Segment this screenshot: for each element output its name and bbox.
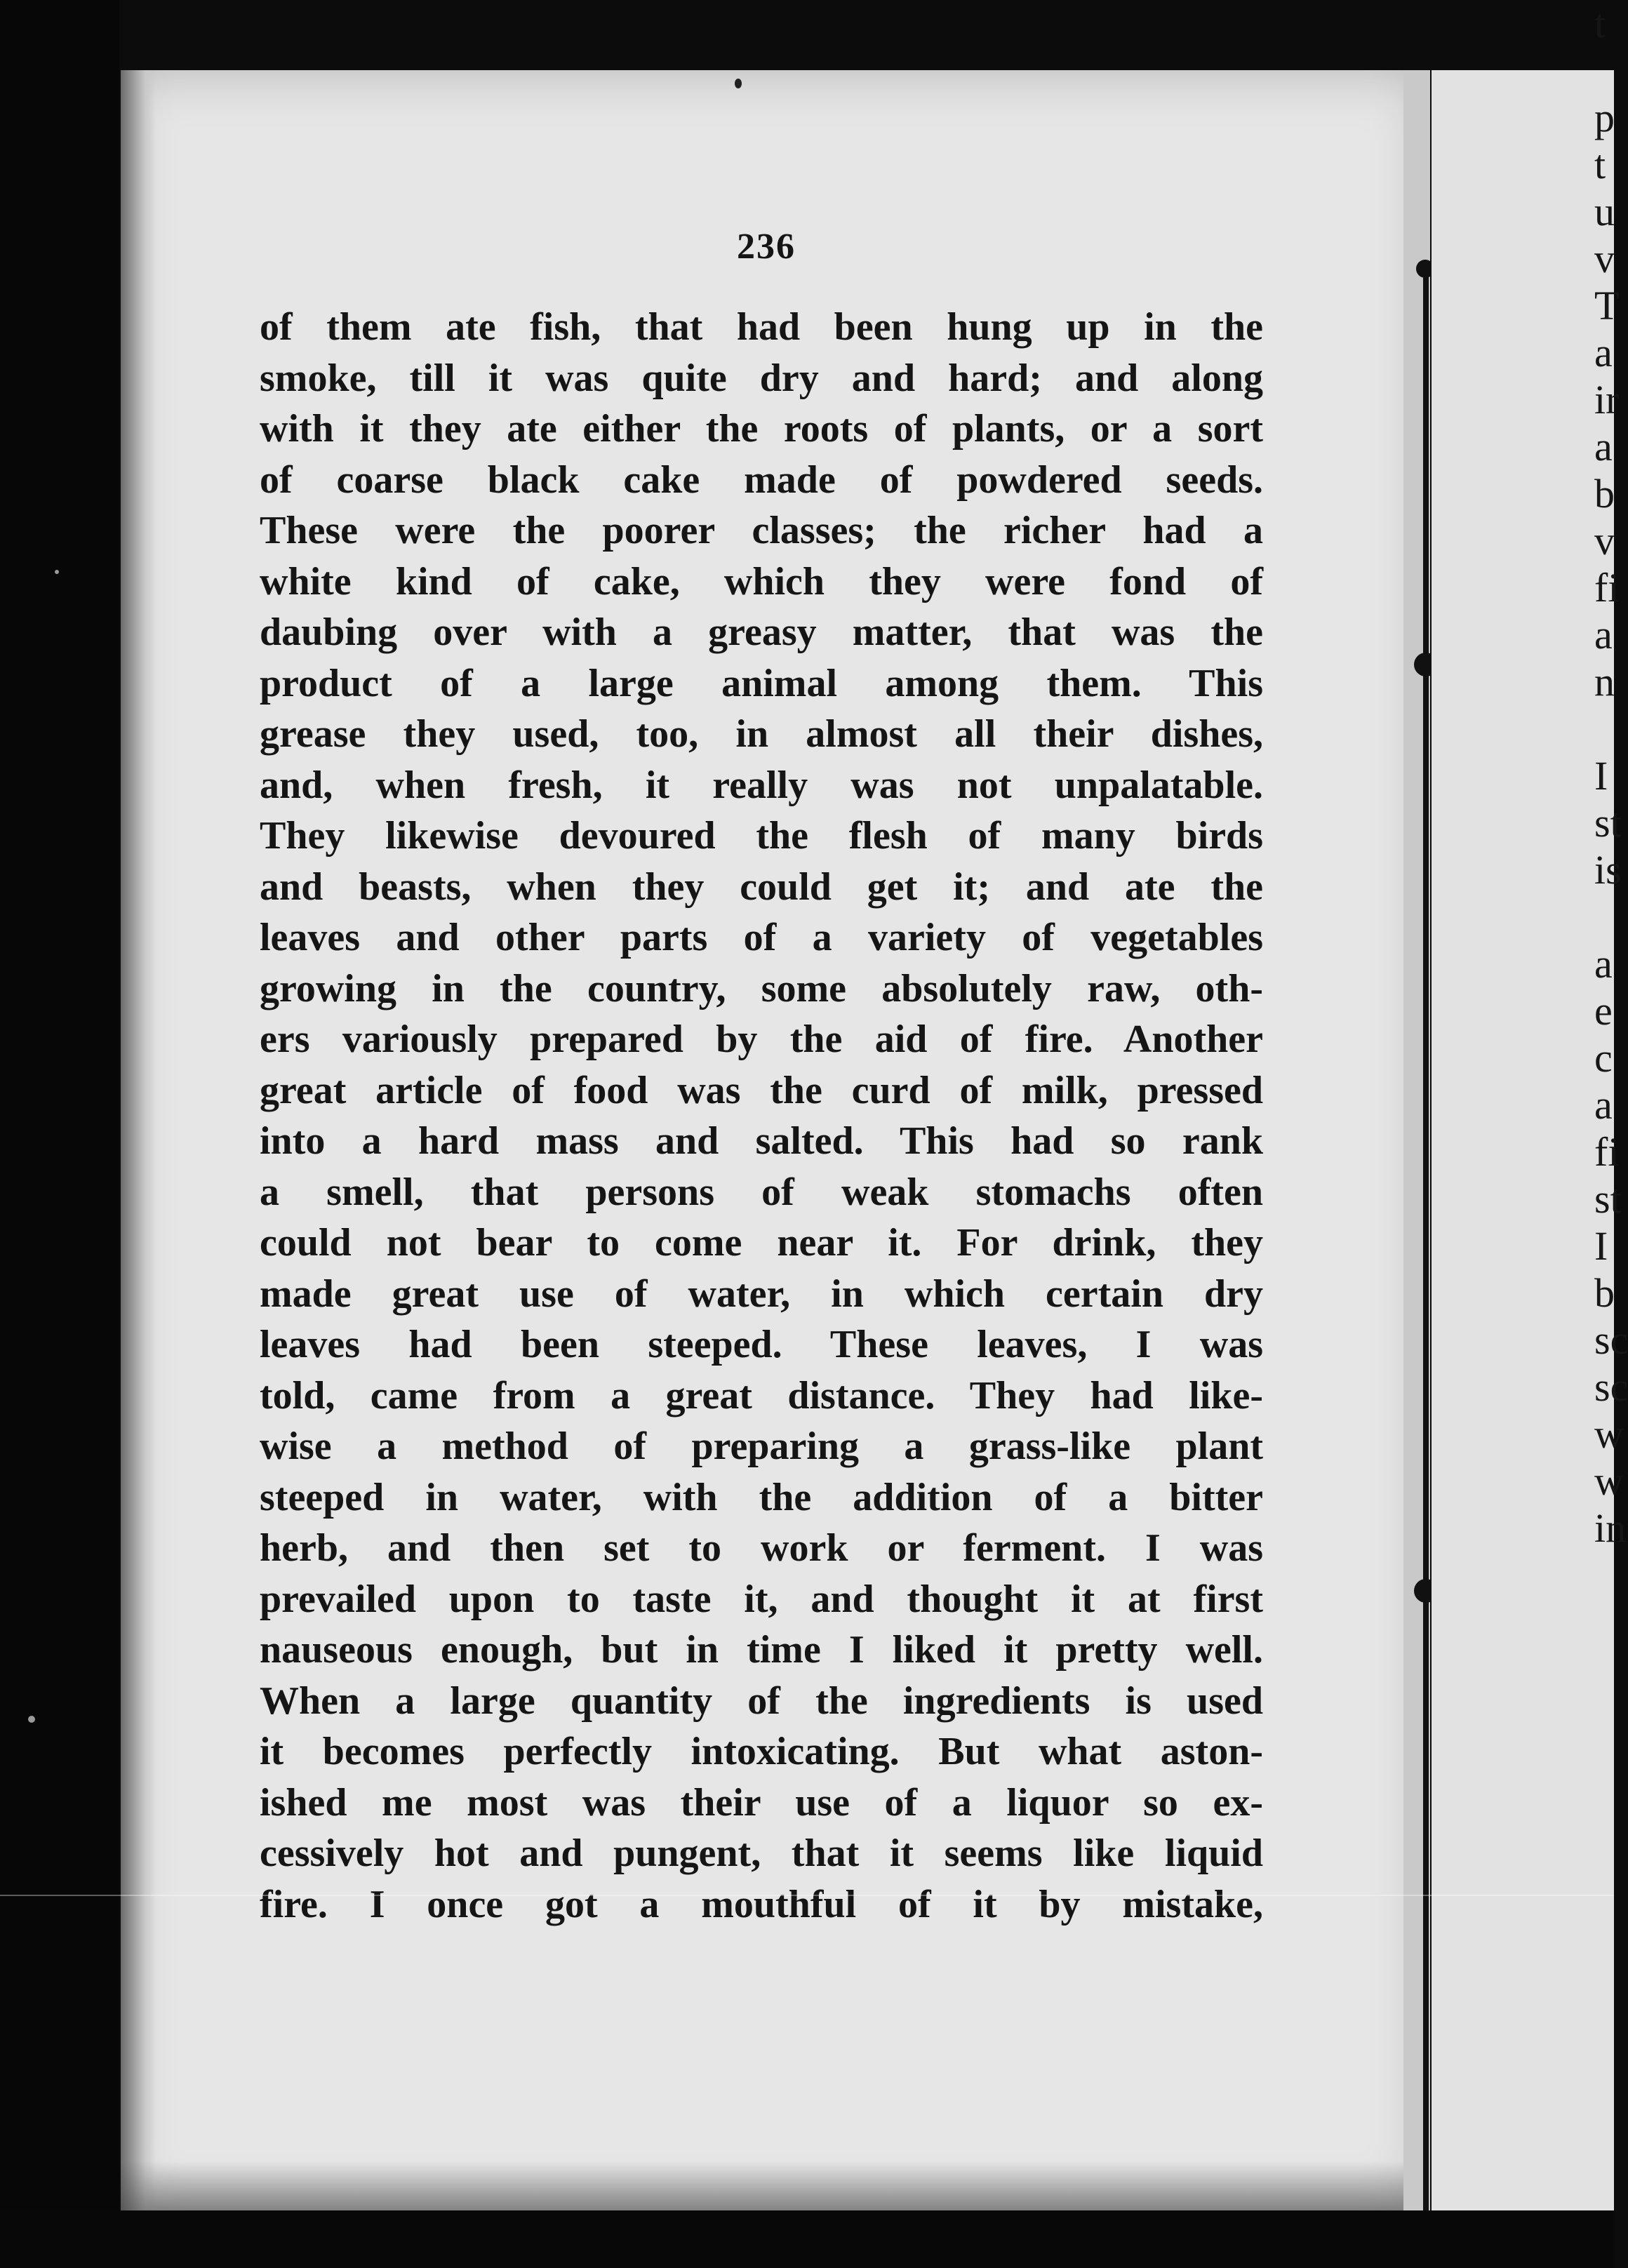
text-line: ished me most was their use of a liquor so ex- xyxy=(260,1780,1263,1825)
text-line: product of a large animal among them. This xyxy=(260,661,1263,705)
text-line: leaves had been steeped. These leaves, I was xyxy=(260,1323,1263,1366)
text-line: white kind of cake, which they were fond of xyxy=(260,559,1263,603)
text-line: and beasts, when they could get it; and ate the xyxy=(260,865,1263,909)
text-line: ers variously prepared by the aid of fire. Another xyxy=(260,1018,1263,1061)
text-line: nauseous enough, but in time I liked it pretty well. xyxy=(260,1628,1263,1672)
scan-left-margin xyxy=(0,0,119,2268)
text-line: with it they ate either the roots of plants, or a sort xyxy=(260,407,1263,451)
text-line: daubing over with a greasy matter, that was the xyxy=(260,611,1263,654)
text-line: leaves and other parts of a variety of vegetables xyxy=(260,916,1263,959)
text-line: into a hard mass and salted. This had so rank xyxy=(260,1119,1263,1163)
text-line: When a large quantity of the ingredients is used xyxy=(260,1679,1263,1723)
text-line: told, came from a great distance. They had like- xyxy=(260,1373,1263,1418)
text-line: could not bear to come near it. For drink, they xyxy=(260,1221,1263,1265)
facing-page-text-fragments: t p t u v T a ir a b v fi a n I st is a e c a fi st I b sc sc w w in xyxy=(1594,1,1628,1551)
text-line: smoke, till it was quite dry and hard; and along xyxy=(260,356,1263,400)
text-line: growing in the country, some absolutely raw, oth- xyxy=(260,966,1263,1010)
text-line: cessively hot and pungent, that it seems like liquid xyxy=(260,1832,1263,1875)
scan-streak xyxy=(0,1895,1614,1896)
body-text xyxy=(260,302,1263,1930)
text-line: of them ate fish, that had been hung up in the xyxy=(260,305,1263,349)
page-number: 236 xyxy=(737,227,796,267)
text-line: made great use of water, in which certain dry xyxy=(260,1272,1263,1316)
text-line: wise a method of preparing a grass-like plant xyxy=(260,1425,1263,1468)
text-line: prevailed upon to taste it, and thought it at first xyxy=(260,1577,1263,1621)
text-line: herb, and then set to work or ferment. I was xyxy=(260,1526,1263,1570)
text-line: They likewise devoured the flesh of many birds xyxy=(260,814,1263,858)
page-gutter-shadow xyxy=(121,70,156,2210)
text-line: and, when fresh, it really was not unpalatable. xyxy=(260,763,1263,807)
text-line: of coarse black cake made of powdered seeds. xyxy=(260,458,1263,502)
facing-page xyxy=(1432,70,1614,2210)
binding-thread xyxy=(1423,267,1429,2210)
text-line: fire. I once got a mouthful of it by mistake, xyxy=(260,1882,1263,1926)
text-line: These were the poorer classes; the richer had a xyxy=(260,509,1263,552)
text-line: great article of food was the curd of milk, pressed xyxy=(260,1068,1263,1112)
text-line: grease they used, too, in almost all their dishes, xyxy=(260,712,1263,756)
text-line: steeped in water, with the addition of a bitter xyxy=(260,1475,1263,1519)
scan-bottom-margin xyxy=(0,2210,1614,2268)
scan-speck xyxy=(55,570,59,574)
scan-speck xyxy=(28,1716,35,1723)
ink-dot xyxy=(735,79,742,88)
text-line: a smell, that persons of weak stomachs often xyxy=(260,1170,1263,1214)
page-bottom-shadow xyxy=(121,2161,1426,2210)
text-line: it becomes perfectly intoxicating. But what aston- xyxy=(260,1730,1263,1773)
